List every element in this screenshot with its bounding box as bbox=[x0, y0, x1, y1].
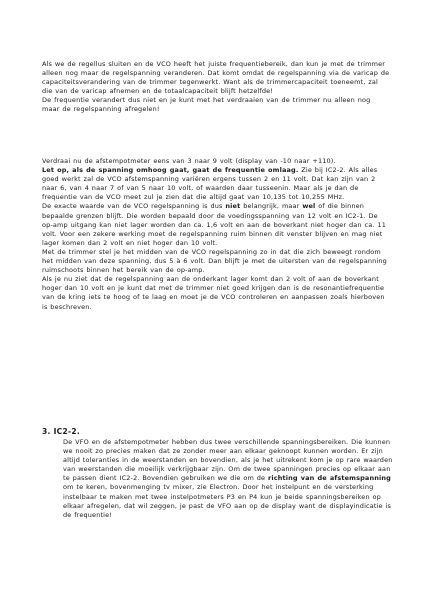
paragraph-text bbox=[42, 157, 390, 202]
paragraph-afstempotmeter bbox=[42, 157, 390, 312]
paragraph-rest: Zie bij IC2-2. Als alles goed werkt zal de VCO afstemspanning variëren ergens tussen 2 en 11 volt. Dat kan zijn van 2 naar 6, van 4 naar 7 of van 5 naar 10 volt, of waarden daar tusseenin. Maar als je dan de frequentie van de VCO meet zul je zien dat die altijd gaat van 10,135 tot 10,255 MHz. bbox=[42, 166, 378, 202]
paragraph-text: Als we de regellus sluiten en de VCO heeft het juiste frequentiebereik, dan kun je met de trimmer alleen nog maar de regelspanning veranderen. Dat komt omdat de regelspanning via de varicap de capaciteitsverandering van de trimmer tegenwerkt. Want als de trimmercapaciteit toeneemt, zal die van de varicap afnemen en de totaalcapaciteit blijft hetzelfde! bbox=[42, 60, 390, 96]
text-span: De VFO en de afstempotmeter hebben dus twee verschillende spanningsbereiken. Die kunnen we nooit zo precies maken dat ze zonder meer aan elkaar geknoopt kunnen worden. Er zijn altijd toleranties in de weerstanden en bovendien, als je het uitrekent kom je op rare waarden van weerstanden die moeilijk verkrijgbaar zijn. Om de twee spanningen precies op elkaar aan te passen dient IC2-2. Bovendien gebruiken we die om de bbox=[63, 438, 393, 483]
text-span: of die binnen bepaalde grenzen blijft. Die worden bepaald door de voedingsspanning van 12 volt en IC2-1. De op-amp uitgang kan niet lager worden dan ca. 1,6 volt en aan de boverkant niet hoger dan ca. 11 volt. Voor een zekere werking moet de regelspanning ruim binnen dit venster blijven en mag niet lager komen dan 2 volt en niet hoger dan 10 volt. bbox=[42, 202, 386, 247]
bold-word: wel bbox=[302, 202, 316, 211]
paragraph-text: De frequentie verandert dus niet en je kunt met het verdraaien van de trimmer nu alleen nog maar de regelspanning afregelen! bbox=[42, 96, 371, 114]
paragraph-text bbox=[63, 438, 397, 520]
bold-word: niet bbox=[225, 202, 241, 211]
paragraph-regellus bbox=[42, 60, 390, 115]
paragraph-text: Als je nu ziet dat de regelspanning aan de onderkant lager komt dan 2 volt of aan de boverkant hoger dan 10 volt en je kunt dat met de trimmer niet goed krijgen dan is de resonantiefrequentie van de kring iets te hoog of te laag en moet je de VCO controleren en aanpassen zoals hierboven is beschreven. bbox=[42, 275, 385, 311]
text-span: om te keren, bovenmenging tv mixer, zie Electron. Door het instelpunt en de versterking instelbaar te maken met twee instelpotmeters P3 en P4 kun je beide spanningsbereiken op elkaar afregelen, dat wil zeggen, je past de VFO aan op de display want de displayindicatie is de frequentie! bbox=[63, 483, 392, 519]
paragraph-text bbox=[42, 202, 390, 247]
section-heading: 3. IC2-2. bbox=[42, 427, 81, 436]
bold-phrase: richting van de afstemspanning bbox=[267, 474, 391, 483]
text-span: De exacte waarde van de VCO regelspanning is dus bbox=[42, 202, 226, 211]
section-ic2-2-body bbox=[63, 438, 397, 520]
paragraph-intro: Verdraai nu de afstempotmeter eens van 3 naar 9 volt (display van -10 naar +110). bbox=[42, 157, 336, 165]
text-span: belangrijk, maar bbox=[240, 202, 303, 211]
bold-warning: Let op, als de spanning omhoog gaat, gaat de frequentie omlaag. bbox=[42, 166, 299, 175]
paragraph-text: Met de trimmer stel je het midden van de VCO regelspanning zo in dat die zich beweegt rondom het midden van deze spanning, dus 5 à 6 volt. Dan blijft je met de uitersten van de regelspanning ruimschoots binnen het bereik van de op-amp. bbox=[42, 247, 387, 275]
